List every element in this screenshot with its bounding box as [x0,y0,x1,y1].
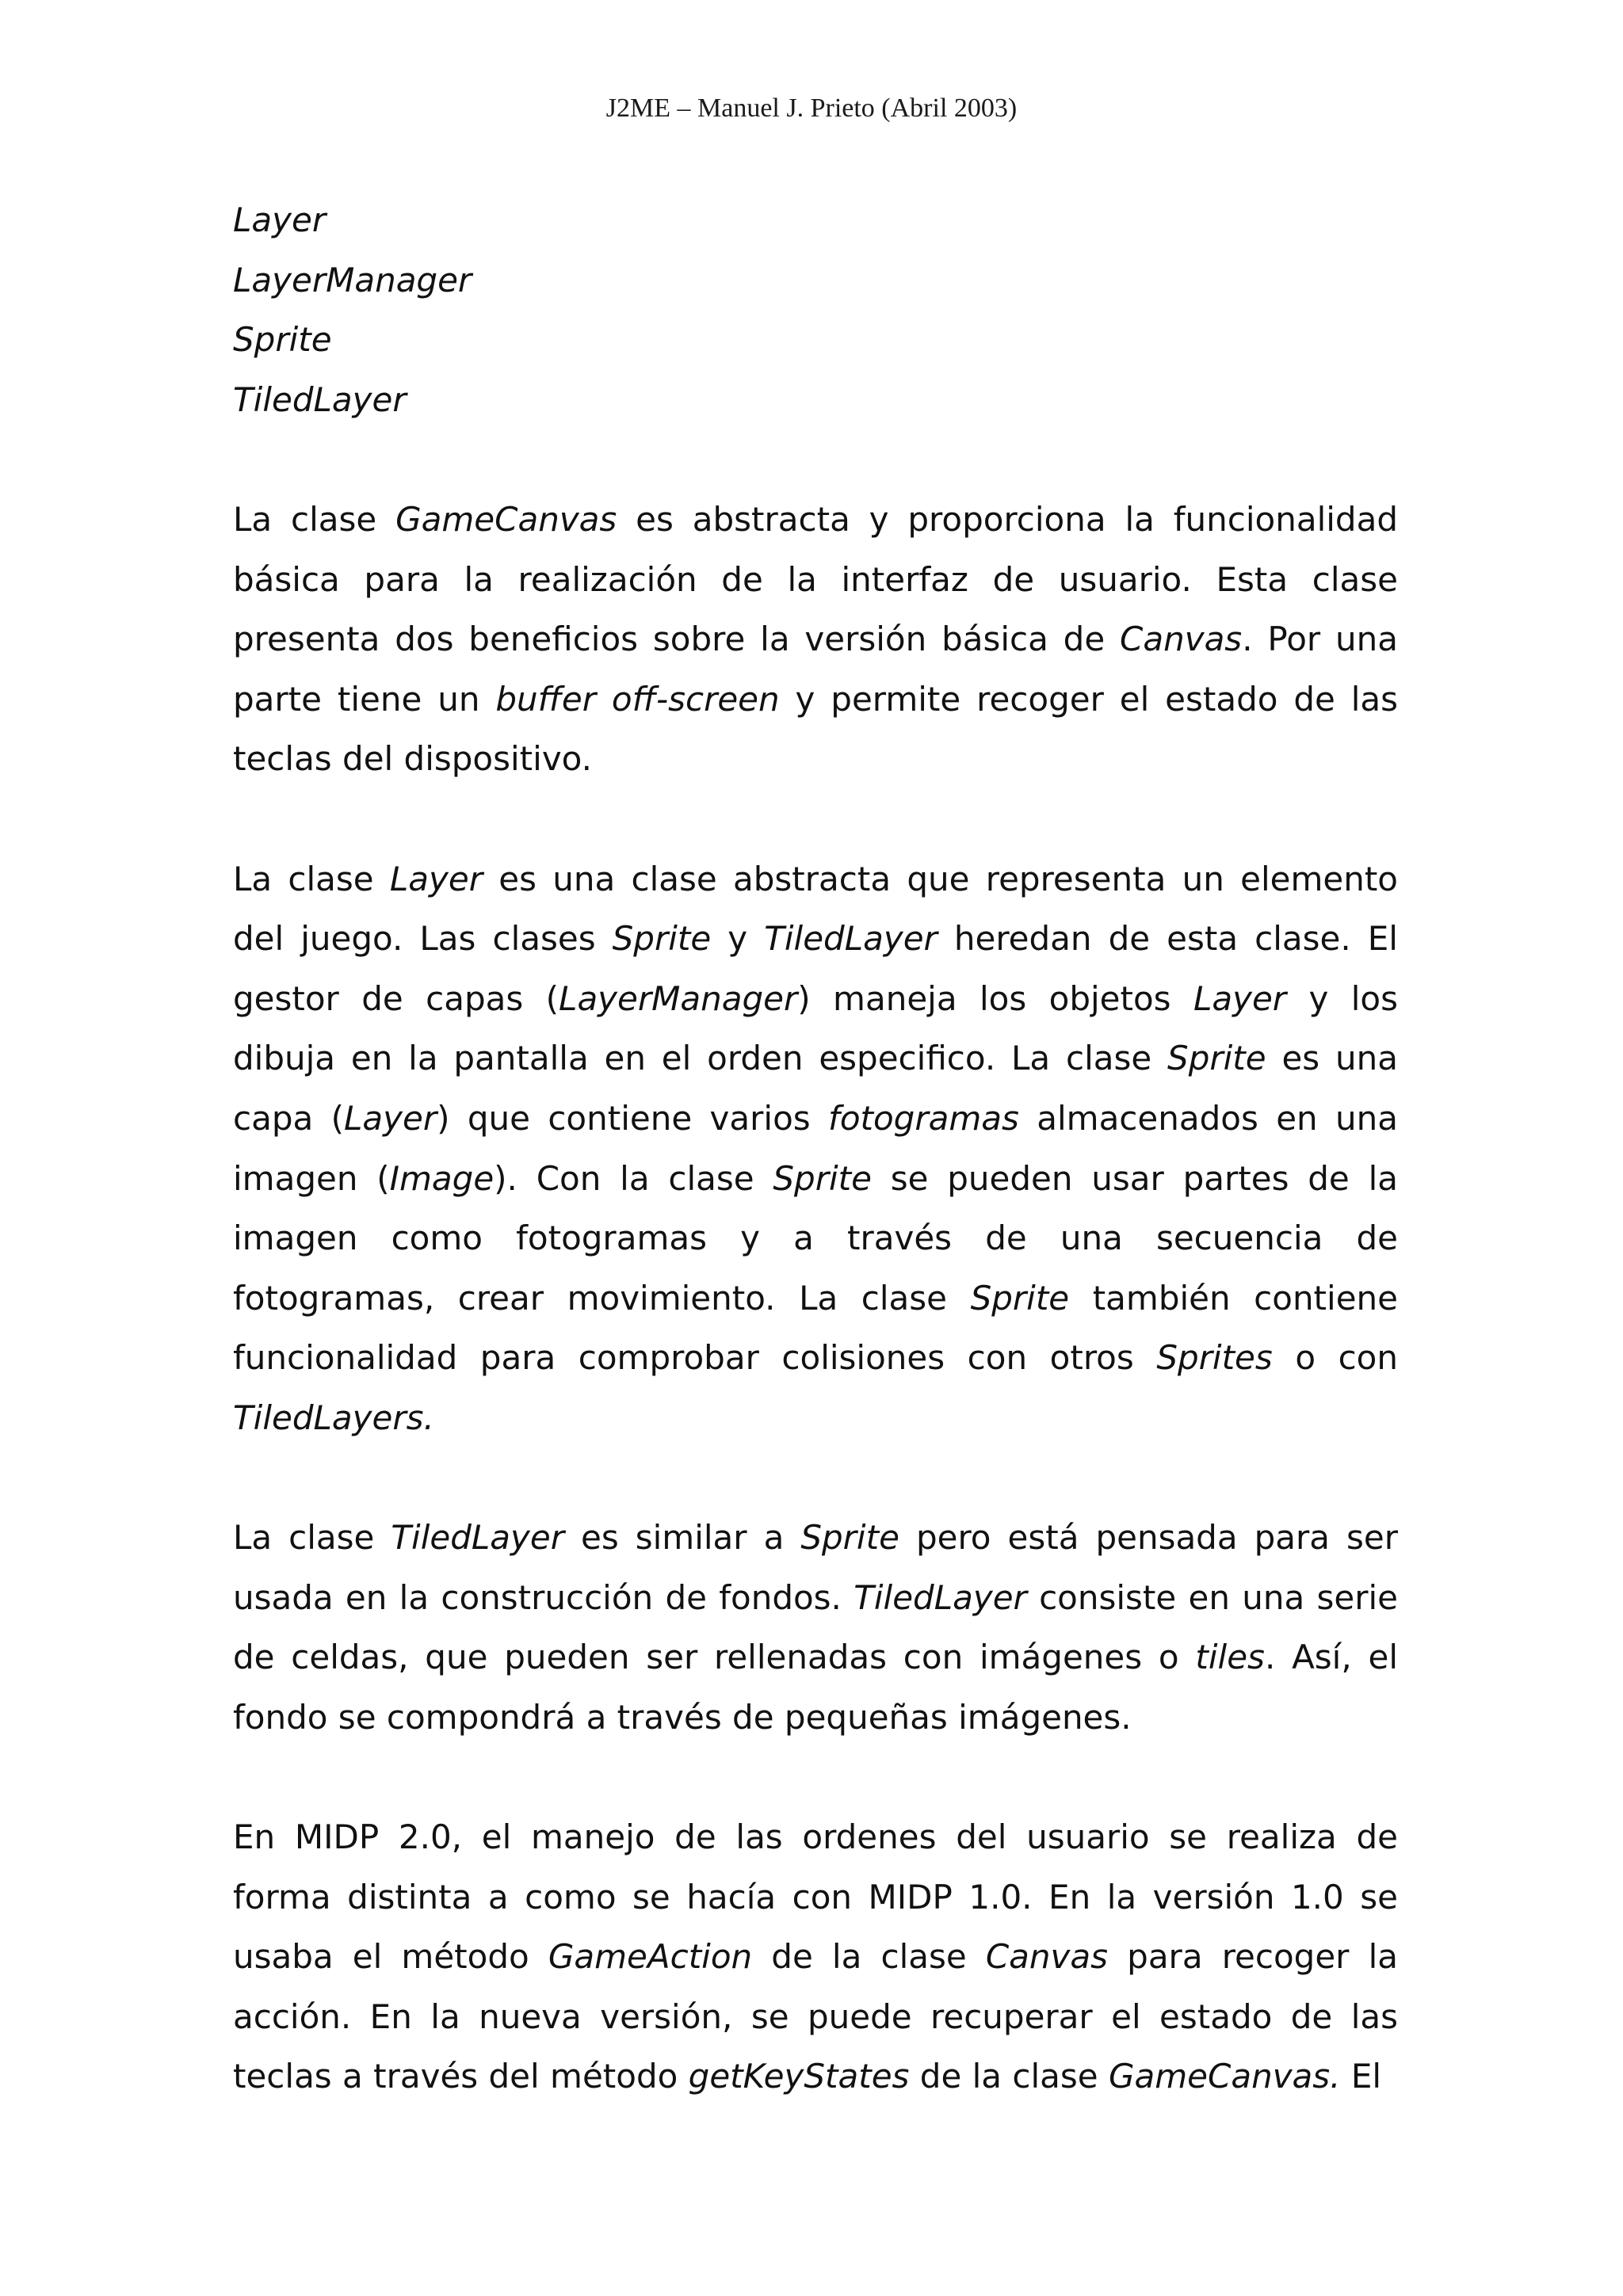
italic-term: TiledLayer [854,1577,1027,1617]
class-list-item: LayerManager [233,260,472,299]
text-run: almacenados en una imagen ( [233,1098,1398,1198]
italic-term: LayerManager [559,978,798,1018]
text-run: ) maneja los objetos [797,978,1193,1018]
text-run: La clase [233,1518,391,1558]
text-run: ) que contiene varios [437,1098,829,1138]
text-run: La clase [233,499,396,539]
italic-term: Canvas [1120,620,1243,659]
italic-term: TiledLayer [764,919,938,959]
paragraph-tiledlayer [233,1508,1398,1747]
text-run: es una clase abstracta que representa un elemento del juego. Las clases [233,859,1398,959]
text-run: es similar a [564,1518,801,1558]
text-run: . Por una parte tiene un [233,620,1398,719]
text-run: La clase [233,859,390,898]
italic-term: TiledLayers. [233,1398,434,1437]
text-run: heredan de esta clase. El gestor de capas ( [233,919,1398,1018]
text-run: se pueden usar partes de la imagen como fotogramas y a través de una secuencia de fotogramas, crear movimiento. La clase [233,1158,1398,1318]
text-run: . Así, el fondo se compondrá a través de pequeñas imágenes. [233,1638,1398,1737]
italic-term: tiles [1195,1638,1265,1677]
italic-term: GameAction [548,1937,753,1977]
text-run: En MIDP 2.0, el manejo de las ordenes del usuario se realiza de forma distinta a como se hacía con MIDP 1.0. En la versión 1.0 se usaba el método [233,1817,1398,1977]
italic-term: Image [389,1158,495,1198]
class-list-item: Sprite [233,320,332,360]
running-header: J2ME – Manuel J. Prieto (Abril 2003) [605,93,1018,123]
text-run: también contiene funcionalidad para comprobar colisiones con otros [233,1278,1398,1378]
italic-term: Sprites [1156,1338,1273,1378]
italic-term: Sprite [970,1278,1070,1318]
italic-term: Sprite [800,1518,899,1558]
italic-term: Layer [1193,978,1287,1018]
text-run: para recoger la acción. En la nueva versión, se puede recuperar el estado de las teclas a través del método [233,1937,1398,2096]
page-body [233,190,1398,2107]
italic-term: Sprite [773,1158,872,1198]
italic-term: TiledLayer [391,1518,564,1558]
italic-term: Canvas [985,1937,1109,1977]
italic-term: buffer off-screen [495,679,780,719]
text-run: es abstracta y proporciona la funcionalidad básica para la realización de la interfaz de usuario. Esta clase presenta dos beneficios sobre la versión básica de [233,499,1398,659]
text-run: y permite recoger el estado de las teclas del dispositivo. [233,679,1398,779]
italic-term: Layer [343,1098,437,1138]
italic-term: GameCanvas [395,499,617,539]
text-run: El [1340,2057,1382,2096]
text-run: de la clase [909,2057,1109,2096]
italic-term: GameCanvas. [1108,2057,1341,2096]
italic-term: getKeyStates [688,2057,910,2096]
paragraph-gamecanvas [233,490,1398,789]
text-run: y [711,919,765,959]
text-run: ). Con la clase [494,1158,773,1198]
italic-term: Sprite [612,919,712,959]
text-run: o con [1272,1338,1398,1378]
class-list [233,190,1398,429]
text-run: y los dibuja en la pantalla en el orden especifico. La clase [233,978,1399,1078]
class-list-item: Layer [233,200,327,239]
text-run: de la clase [752,1937,986,1977]
text-run: es una capa ( [233,1039,1398,1138]
text-run: pero está pensada para ser usada en la construcción de fondos. [233,1518,1399,1617]
paragraph-midp-input [233,1807,1398,2107]
italic-term: fotogramas [828,1098,1019,1138]
text-run: consiste en una serie de celdas, que pueden ser rellenadas con imágenes o [233,1577,1399,1677]
class-list-item: TiledLayer [233,379,407,419]
paragraph-layer [233,849,1398,1448]
italic-term: Layer [389,859,483,898]
italic-term: Sprite [1167,1039,1266,1078]
